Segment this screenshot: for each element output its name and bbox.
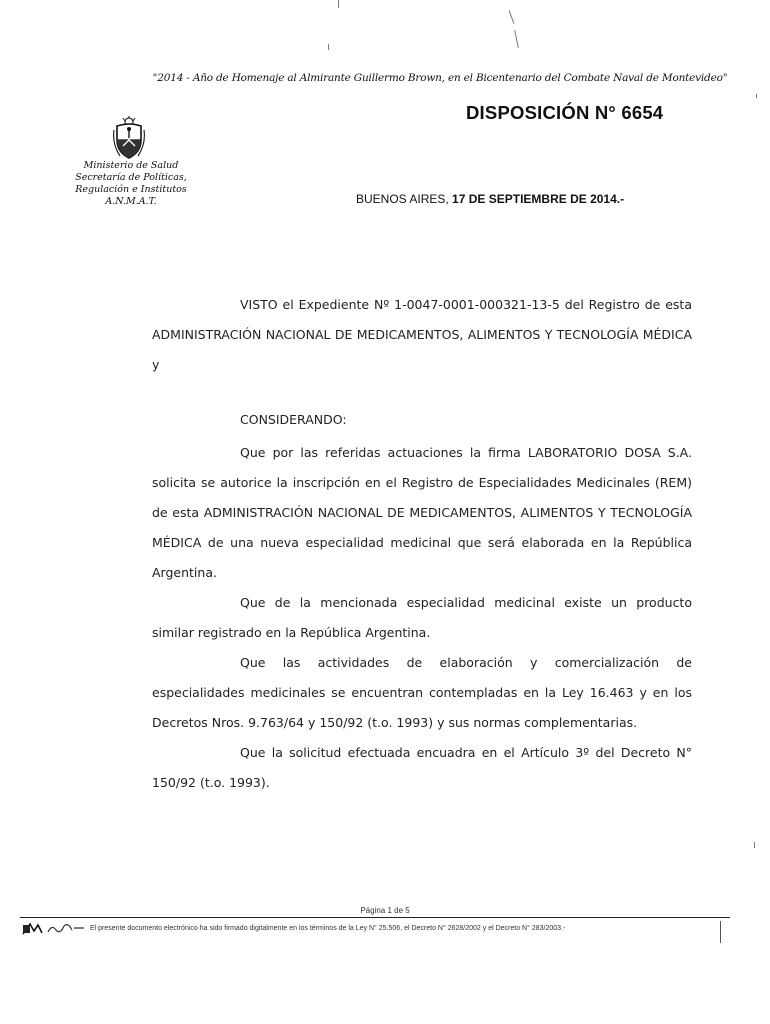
scan-speck <box>328 44 329 50</box>
scan-speck <box>509 10 515 23</box>
scan-speck <box>754 842 755 848</box>
footer-divider <box>20 917 730 918</box>
ministry-line: Regulación e Institutos <box>75 184 187 195</box>
coat-of-arms-seal-icon <box>112 116 146 160</box>
footer-divider-vertical <box>720 921 721 943</box>
digital-signature-icon <box>22 922 86 936</box>
ministry-line: Ministerio de Salud <box>83 160 179 171</box>
disposition-title: DISPOSICIÓN N° 6654 <box>466 102 664 123</box>
ministry-line: Secretaría de Políticas, <box>75 172 187 183</box>
scan-speck <box>514 30 519 48</box>
considerando-paragraph: Que de la mencionada especialidad medicinal existe un producto similar registrado en la República Argentina. <box>152 595 692 640</box>
scan-speck <box>338 0 339 8</box>
scan-speck <box>756 94 757 98</box>
ministry-block <box>70 160 192 208</box>
considerando-paragraph: Que por las referidas actuaciones la firma LABORATORIO DOSA S.A. solicita se autorice la inscripción en el Registro de Especialidades Medicinales (REM) de esta ADMINISTRACIÓN NACIONAL DE MEDICAMENTOS, ALIMENTOS Y TECNOLOGÍA MÉDICA de una nueva especialidad medicinal que será elaborada en la República Argentina. <box>152 445 692 580</box>
considerando-heading: CONSIDERANDO: <box>240 412 347 427</box>
visto-block <box>152 290 692 380</box>
visto-paragraph: VISTO el Expediente Nº 1-0047-0001-000321-13-5 del Registro de esta ADMINISTRACIÓN NACIONAL DE MEDICAMENTOS, ALIMENTOS Y TECNOLOGÍA MÉDICA y <box>152 297 692 372</box>
date-text: 17 DE SEPTIEMBRE DE 2014.- <box>452 192 625 206</box>
digital-signature-notice: El presente documento electrónico ha sido firmado digitalmente en los términos de la Ley N° 25.506, el Decreto N° 2628/2002 y el Decreto N° 283/2003.- <box>90 925 566 932</box>
considerando-paragraph: Que la solicitud efectuada encuadra en el Artículo 3º del Decreto N° 150/92 (t.o. 1993). <box>152 745 692 790</box>
ministry-line: A.N.M.A.T. <box>105 196 157 207</box>
commemorative-motto: "2014 - Año de Homenaje al Almirante Guillermo Brown, en el Bicentenario del Combate Naval de Montevideo" <box>152 72 728 84</box>
date-line <box>356 192 624 206</box>
considerando-paragraph: Que las actividades de elaboración y comercialización de especialidades medicinales se encuentran contempladas en la Ley 16.463 y en los Decretos Nros. 9.763/64 y 150/92 (t.o. 1993) y sus normas complementarias. <box>152 655 692 730</box>
date-city: BUENOS AIRES, <box>356 192 449 206</box>
page-number: Página 1 de 5 <box>360 906 410 915</box>
considerando-body <box>152 438 692 798</box>
